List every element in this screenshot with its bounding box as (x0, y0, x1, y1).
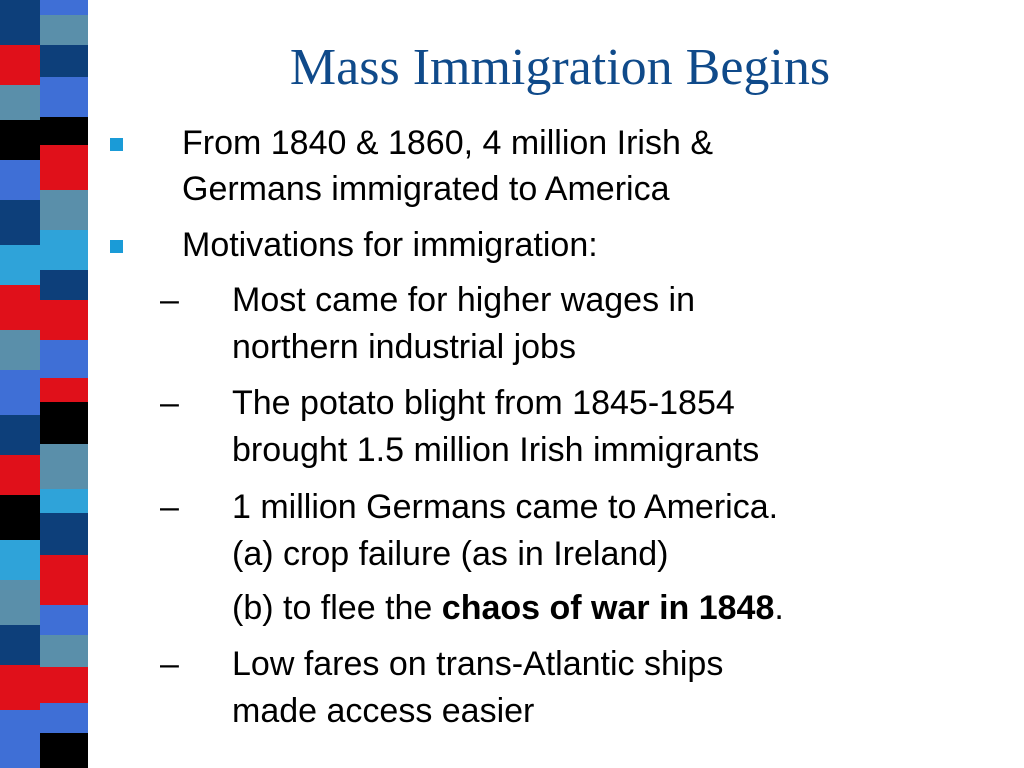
bullet-text-line: Germans immigrated to America (182, 170, 670, 208)
dash-bullet-icon: – (160, 488, 179, 526)
square-bullet-icon (110, 138, 123, 151)
bullet-text-line: From 1840 & 1860, 4 million Irish & (182, 124, 714, 162)
sub-bullet-text-prefix: (b) to flee the (232, 589, 442, 627)
sub-bullet-text-suffix: . (774, 589, 784, 627)
sub-bullet-text-line: 1 million Germans came to America. (232, 488, 779, 526)
slide-title: Mass Immigration Begins (289, 39, 831, 96)
sub-bullet-text-line: northern industrial jobs (232, 328, 576, 366)
sub-bullet-text-line (232, 587, 784, 629)
sub-bullet-text-line: The potato blight from 1845-1854 (232, 384, 735, 422)
square-bullet-icon (110, 240, 123, 253)
bullet-text-line: Motivations for immigration: (182, 226, 598, 264)
dash-bullet-icon: – (160, 281, 179, 319)
sub-bullet-text-line: Low fares on trans-Atlantic ships (232, 645, 724, 683)
sub-bullet-text-line: made access easier (232, 692, 535, 730)
sub-bullet-text-line: (a) crop failure (as in Ireland) (232, 535, 669, 573)
sub-bullet-text-line: brought 1.5 million Irish immigrants (232, 431, 760, 469)
sub-bullet-text-line: Most came for higher wages in (232, 281, 695, 319)
dash-bullet-icon: – (160, 645, 179, 683)
dash-bullet-icon: – (160, 384, 179, 422)
emphasized-text: chaos of war in 1848 (441, 589, 775, 627)
